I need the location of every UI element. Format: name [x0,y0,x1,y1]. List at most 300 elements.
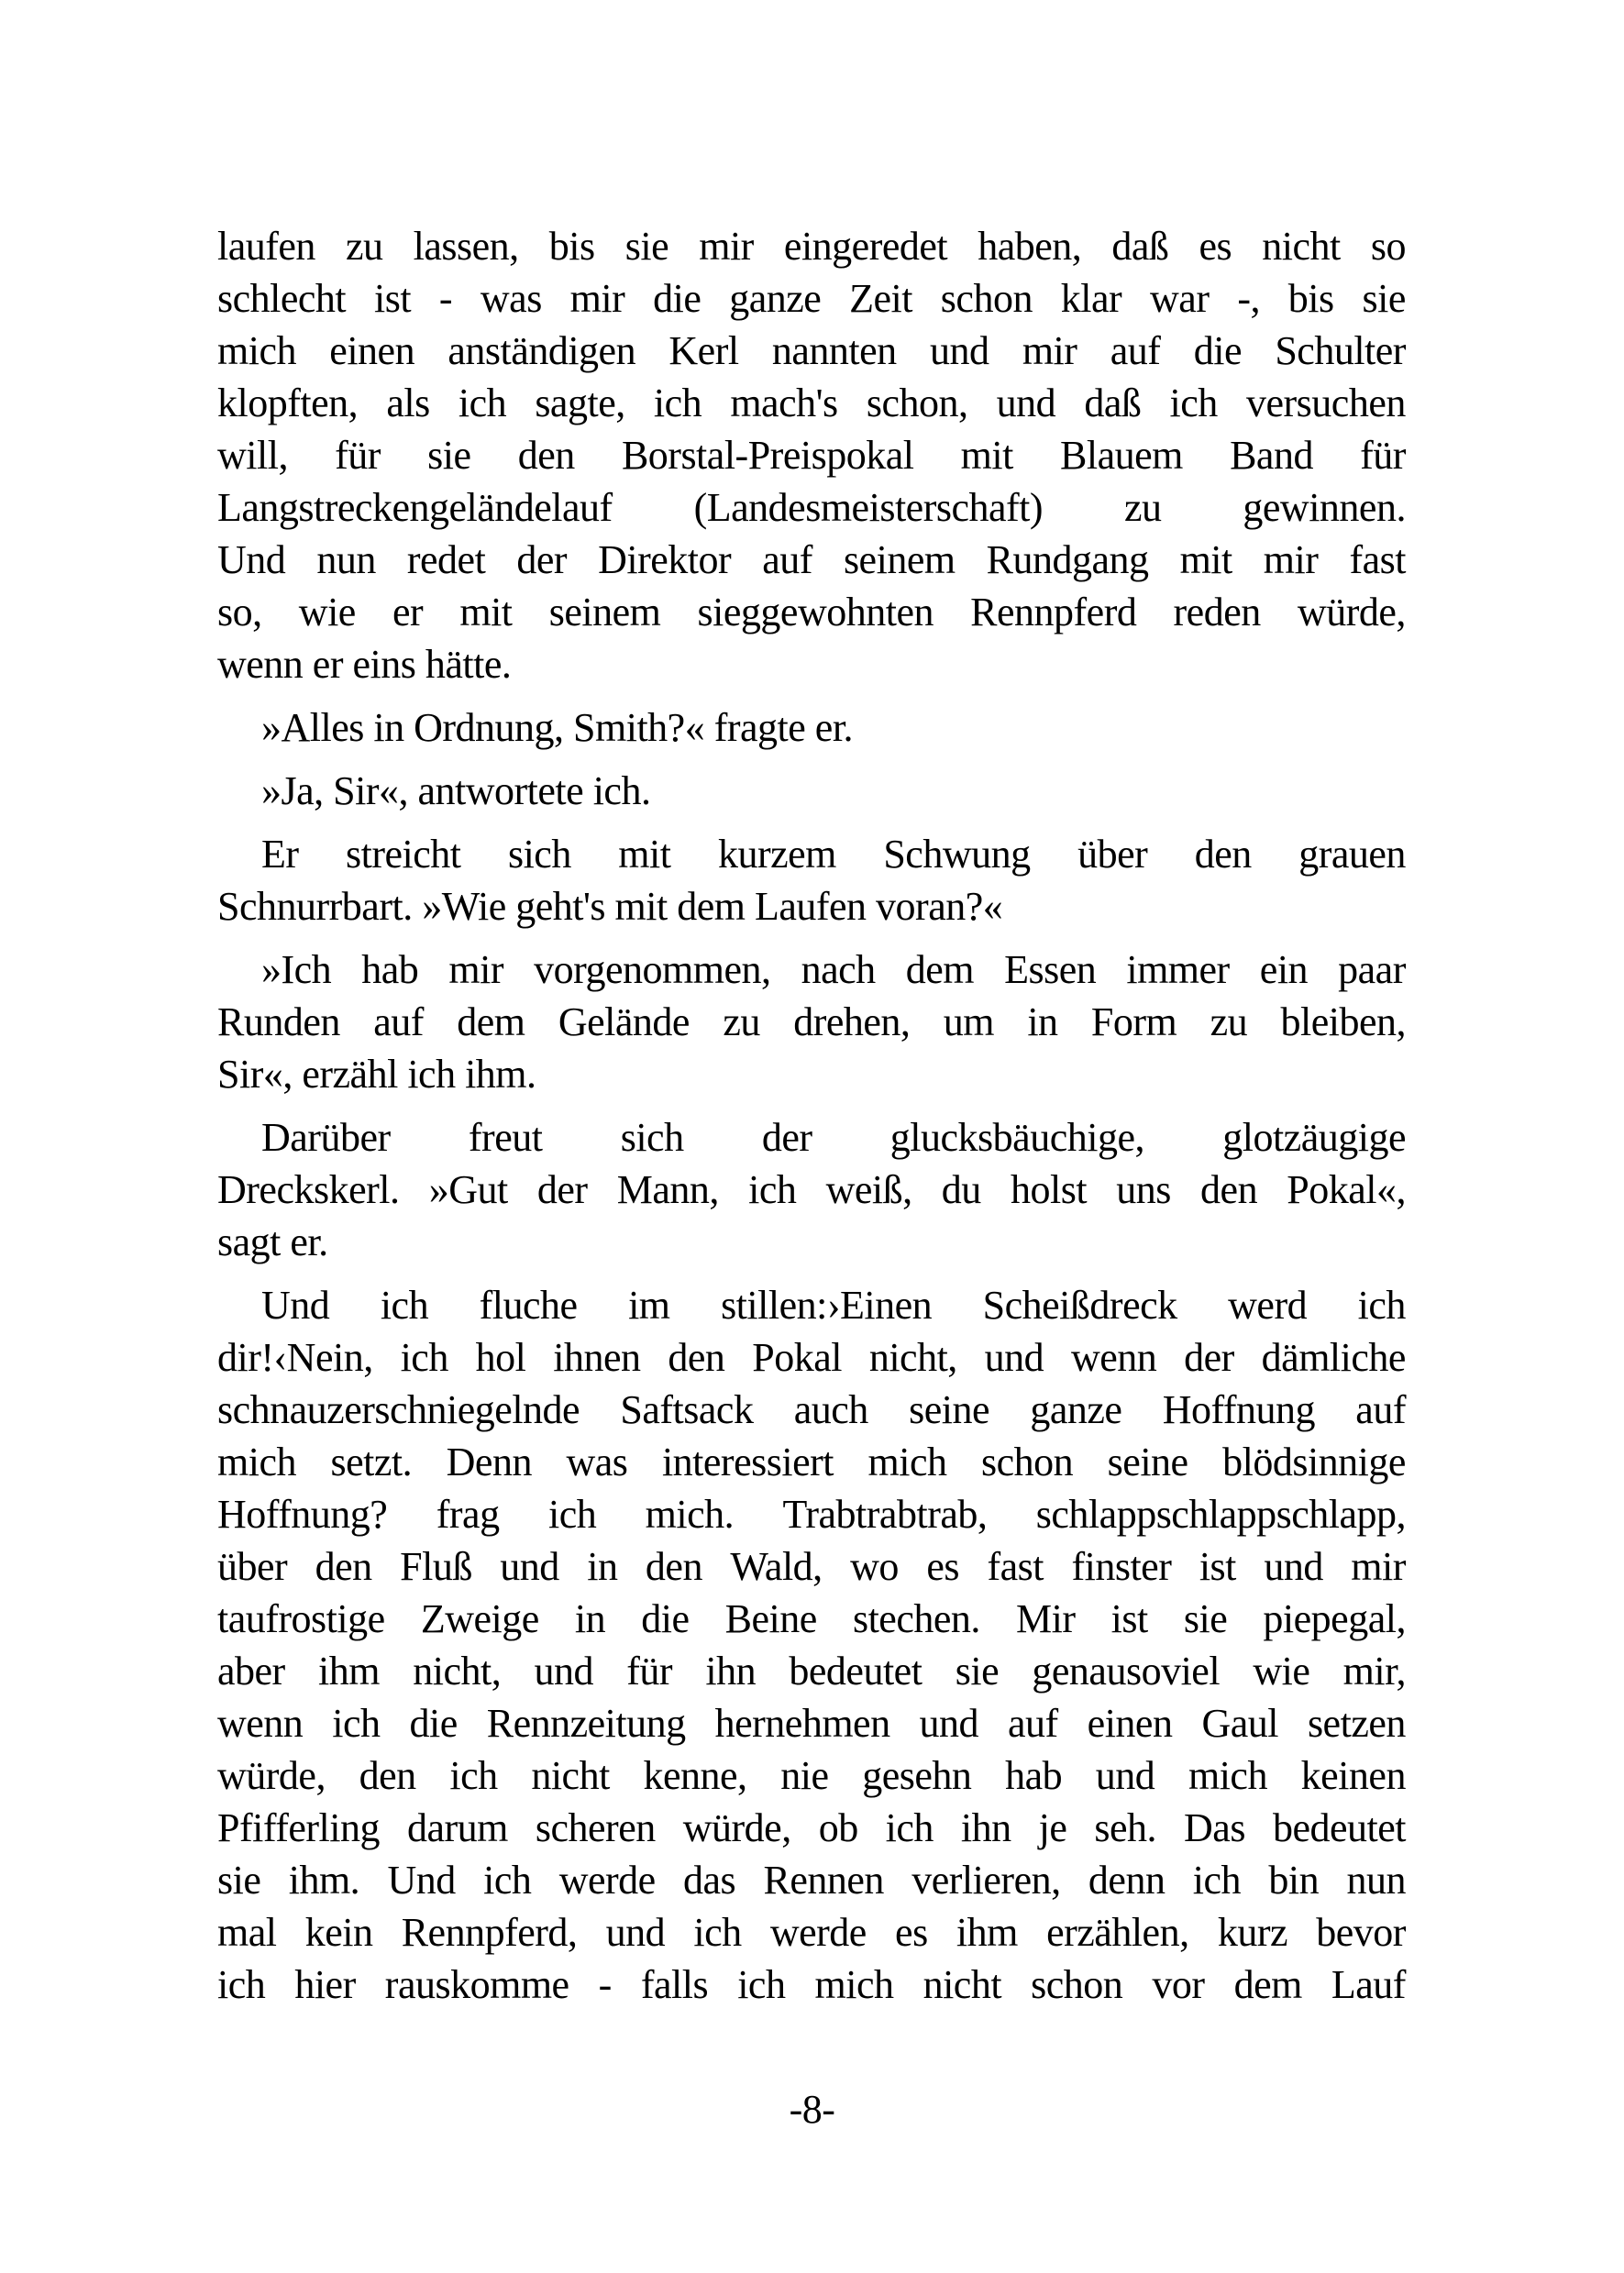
word: »Gut [428,1167,508,1212]
text-line [217,943,1406,996]
word: schlappschlappschlapp, [1035,1492,1406,1537]
text-line: »Ja, Sir«, antwortete ich. [261,768,651,813]
word: mit [459,590,513,634]
word: anständigen [447,328,636,373]
word: bleiben, [1280,999,1406,1044]
word: mach's [730,381,838,425]
word: nicht [531,1753,610,1798]
word: die [1193,328,1242,373]
word: Lauf [1331,1962,1406,2007]
word: für [335,433,381,478]
word: Hoffnung [1162,1387,1315,1432]
text-line [217,1645,1406,1697]
word: bis [548,224,595,269]
word: mir [1351,1544,1406,1589]
word: mir [699,224,754,269]
word: nun [1346,1858,1406,1903]
text-line [217,1593,1406,1645]
word: - [598,1962,612,2007]
word: je [1038,1805,1067,1850]
paragraph [217,1279,1406,2011]
word: die [653,276,702,321]
word: uns [1116,1167,1171,1212]
word: in [1027,999,1058,1044]
word: Er [261,832,299,877]
text-line [217,1854,1406,1906]
word: hab [361,947,419,992]
text-line [217,481,1406,534]
word: aber [217,1649,285,1694]
word: Schwung [883,832,1031,877]
word: Rennen [763,1858,884,1903]
text-line: Sir«, erzähl ich ihm. [217,1052,536,1097]
word: ich [737,1962,786,2007]
word: schon [981,1440,1074,1484]
word: ist [1110,1596,1148,1641]
word: genausoviel [1032,1649,1221,1694]
word: ich [332,1701,381,1746]
word: schon, [866,381,968,425]
word: denn [1088,1858,1166,1903]
word: Und [217,537,286,582]
word: reden [1173,590,1261,634]
text-line [217,1111,1406,1164]
word: so [1370,224,1406,269]
word: mit [960,433,1013,478]
word: paar [1338,947,1406,992]
word: Und [261,1283,330,1328]
paragraph [217,220,1406,690]
word: zu [1123,485,1162,530]
word: Gaul [1201,1701,1278,1746]
word: würde, [217,1753,326,1798]
word: scheren [535,1805,656,1850]
word: bedeutet [789,1649,922,1694]
word: seine [1107,1440,1188,1484]
word: ich [885,1805,934,1850]
word: sie [624,224,669,269]
word: und [919,1701,979,1746]
word: sieggewohnten [697,590,934,634]
word: Fluß [400,1544,472,1589]
word: sagte, [535,381,625,425]
text-line [217,828,1406,880]
word: setzen [1307,1701,1406,1746]
word: grauen [1298,832,1406,877]
paragraph [217,943,1406,1100]
word: den [668,1335,725,1380]
word: den [315,1544,372,1589]
word: es [1199,224,1232,269]
word: Denn [446,1440,532,1484]
word: für [626,1649,673,1694]
paragraph [217,1111,1406,1268]
word: - [438,276,453,321]
word: ich [400,1335,448,1380]
word: sie [955,1649,1000,1694]
word: den [1200,1167,1258,1212]
word: haben, [978,224,1082,269]
word: erzählen, [1046,1910,1189,1955]
word: ihnen [553,1335,641,1380]
text-line: Schnurrbart. »Wie geht's mit dem Laufen voran?« [217,884,1003,929]
word: nicht [922,1962,1002,2007]
text-line [217,996,1406,1048]
word: Hoffnung? [217,1492,388,1537]
text-line [217,429,1406,481]
word: Darüber [261,1115,391,1160]
word: (Landesmeisterschaft) [693,485,1044,530]
word: Saftsack [620,1387,754,1432]
word: den [645,1544,702,1589]
text-line: wenn er eins hätte. [217,642,512,687]
text-line [217,586,1406,638]
word: würde, [682,1805,791,1850]
word: auch [793,1387,868,1432]
text-line [217,1802,1406,1854]
word: mal [217,1910,277,1955]
word: und [534,1649,593,1694]
word: ich [449,1753,498,1798]
page-text [217,220,1406,2011]
word: im [628,1283,670,1328]
word: und [930,328,989,373]
word: Kerl [668,328,739,373]
word: so, [217,590,262,634]
word: einen [329,328,415,373]
word: ich [380,1283,429,1328]
word: es [895,1910,928,1955]
word: wie [1253,1649,1310,1694]
word: drehen, [793,999,911,1044]
word: seine [909,1387,990,1432]
word: würde, [1297,590,1406,634]
word: mich [814,1962,894,2007]
word: Rundgang [986,537,1149,582]
word: zu [1210,999,1248,1044]
word: schnauzerschniegelnde [217,1387,580,1432]
word: was [480,276,542,321]
word: Mann, [616,1167,719,1212]
word: dem [457,999,525,1044]
word: holst [1010,1167,1088,1212]
word: taufrostige [217,1596,385,1641]
word: Borstal-Preispokal [621,433,914,478]
word: zu [346,224,383,269]
word: Das [1184,1805,1245,1850]
word: über [217,1544,288,1589]
word: seinem [843,537,956,582]
word: -, [1237,276,1260,321]
word: klar [1060,276,1122,321]
word: glucksbäuchige, [889,1115,1144,1160]
text-line [217,1331,1406,1384]
word: seinem [548,590,661,634]
word: sich [507,832,571,877]
word: Direktor [598,537,732,582]
text-line [217,220,1406,272]
text-line [217,1164,1406,1216]
word: ich [693,1910,742,1955]
word: in [587,1544,618,1589]
word: werd [1228,1283,1308,1328]
word: der [1184,1335,1234,1380]
word: keinen [1300,1753,1406,1798]
word: mir [448,947,504,992]
word: auf [1110,328,1161,373]
word: werde [769,1910,867,1955]
word: nicht, [868,1335,957,1380]
word: bis [1287,276,1334,321]
word: den [1194,832,1252,877]
word: mich. [645,1492,735,1537]
word: und [984,1335,1044,1380]
word: ich [458,381,507,425]
word: einen [1087,1701,1173,1746]
word: fast [987,1544,1044,1589]
text-line [217,1384,1406,1436]
word: mit [618,832,671,877]
word: ist [1199,1544,1236,1589]
word: der [761,1115,812,1160]
text-line [217,534,1406,586]
word: dem [1233,1962,1302,2007]
word: Wald, [730,1544,823,1589]
word: ist [374,276,412,321]
word: war [1150,276,1210,321]
word: mich [217,1440,296,1484]
text-line: sagt er. [217,1219,328,1264]
word: schlecht [217,276,347,321]
word: die [641,1596,690,1641]
paragraph [217,701,1406,754]
word: mir [1263,537,1319,582]
word: nicht [1262,224,1341,269]
text-line: »Alles in Ordnung, Smith?« fragte er. [261,705,854,750]
word: ihm [956,1910,1018,1955]
word: kein [304,1910,373,1955]
word: Langstreckengeländelauf [217,485,613,530]
word: mir [569,276,625,321]
word: ihm. [288,1858,360,1903]
word: in [574,1596,606,1641]
word: ich [748,1167,797,1212]
word: mich [217,328,296,373]
word: nicht, [413,1649,502,1694]
word: auf [1008,1701,1058,1746]
word: als [386,381,430,425]
text-line [217,1959,1406,2011]
word: Zeit [849,276,912,321]
word: Dreckskerl. [217,1167,400,1212]
word: ganze [1030,1387,1122,1432]
word: nun [316,537,376,582]
word: und [605,1910,666,1955]
word: daß [1084,381,1142,425]
word: auf [373,999,424,1044]
word: bedeutet [1272,1805,1406,1850]
word: er [392,590,424,634]
word: den [359,1753,416,1798]
word: werde [558,1858,656,1903]
word: Zweige [420,1596,539,1641]
word: Form [1090,999,1177,1044]
word: rauskomme [384,1962,569,2007]
word: zu [723,999,760,1044]
word: stillen:›Einen [721,1283,933,1328]
word: Gelände [558,999,690,1044]
text-line [217,1749,1406,1802]
word: ich [653,381,702,425]
word: Blauem [1060,433,1183,478]
word: sich [620,1115,684,1160]
word: frag [436,1492,500,1537]
word: ich [1357,1283,1406,1328]
word: sie [217,1858,261,1903]
word: und [1095,1753,1155,1798]
text-line [217,1697,1406,1749]
word: die [409,1701,458,1746]
word: sie [1362,276,1406,321]
word: fluche [479,1283,578,1328]
word: das [683,1858,736,1903]
word: ich [1169,381,1218,425]
word: stechen. [852,1596,980,1641]
word: dämliche [1261,1335,1406,1380]
word: nannten [771,328,897,373]
word: interessiert [661,1440,834,1484]
word: seh. [1094,1805,1157,1850]
word: wenn [1070,1335,1157,1380]
word: nach [801,947,876,992]
word: kenne, [643,1753,747,1798]
word: und [1264,1544,1323,1589]
word: daß [1111,224,1169,269]
word: kurzem [717,832,836,877]
word: ihn [705,1649,757,1694]
text-line [217,377,1406,429]
word: ihn [960,1805,1011,1850]
word: über [1077,832,1148,877]
word: mir [1022,328,1077,373]
word: fast [1349,537,1406,582]
word: Rennpferd [970,590,1137,634]
word: falls [640,1962,709,2007]
text-line [217,1279,1406,1331]
word: weiß, [825,1167,912,1212]
word: Pfifferling [217,1805,380,1850]
word: mir, [1342,1649,1406,1694]
word: laufen [217,224,315,269]
word: Essen [1004,947,1097,992]
word: vor [1152,1962,1205,2007]
word: lassen, [413,224,519,269]
word: piepegal, [1263,1596,1406,1641]
word: du [941,1167,981,1212]
word: immer [1126,947,1230,992]
word: Rennpferd, [401,1910,578,1955]
word: ich [483,1858,532,1903]
word: es [926,1544,960,1589]
word: Beine [724,1596,817,1641]
word: will, [217,433,288,478]
text-line [217,272,1406,325]
word: für [1360,433,1406,478]
word: Und [387,1858,456,1903]
word: Pokal«, [1287,1167,1406,1212]
word: kurz [1217,1910,1287,1955]
word: und [500,1544,559,1589]
word: was [566,1440,628,1484]
word: dem [905,947,974,992]
word: bevor [1316,1910,1406,1955]
word: vorgenommen, [534,947,771,992]
word: blödsinnige [1222,1440,1406,1484]
word: »Ich [261,947,332,992]
word: hol [475,1335,526,1380]
word: Band [1230,433,1313,478]
word: darum [406,1805,508,1850]
word: der [536,1167,588,1212]
word: ich [217,1962,266,2007]
word: mich [867,1440,947,1484]
word: hab [1005,1753,1063,1798]
word: ein [1259,947,1309,992]
word: ich [1192,1858,1242,1903]
word: mich [1188,1753,1267,1798]
word: ihm [318,1649,380,1694]
word: sie [1183,1596,1228,1641]
text-line [217,325,1406,377]
word: streicht [345,832,461,877]
word: Scheißdreck [982,1283,1177,1328]
text-line [217,1540,1406,1593]
word: Mir [1016,1596,1076,1641]
word: ganze [729,276,822,321]
word: sie [427,433,471,478]
word: gesehn [862,1753,972,1798]
text-line [217,1488,1406,1540]
word: schon [1031,1962,1123,2007]
word: mit [1179,537,1232,582]
paragraph [217,765,1406,817]
word: um [943,999,994,1044]
word: hier [294,1962,356,2007]
word: finster [1071,1544,1172,1589]
word: auf [1355,1387,1406,1432]
word: gewinnen. [1243,485,1406,530]
word: versuchen [1245,381,1406,425]
word: schon [940,276,1033,321]
word: Pokal [752,1335,842,1380]
text-line [217,1436,1406,1488]
word: auf [762,537,812,582]
word: Schulter [1275,328,1406,373]
word: glotzäugige [1222,1115,1406,1160]
word: und [996,381,1056,425]
word: klopften, [217,381,359,425]
word: ich [547,1492,597,1537]
word: wo [850,1544,899,1589]
word: bin [1268,1858,1320,1903]
word: Runden [217,999,340,1044]
page-number: -8- [789,2087,835,2132]
word: hernehmen [714,1701,890,1746]
word: freut [468,1115,543,1160]
word: wie [298,590,356,634]
word: dir!‹Nein, [217,1335,373,1380]
text-line [217,1906,1406,1959]
